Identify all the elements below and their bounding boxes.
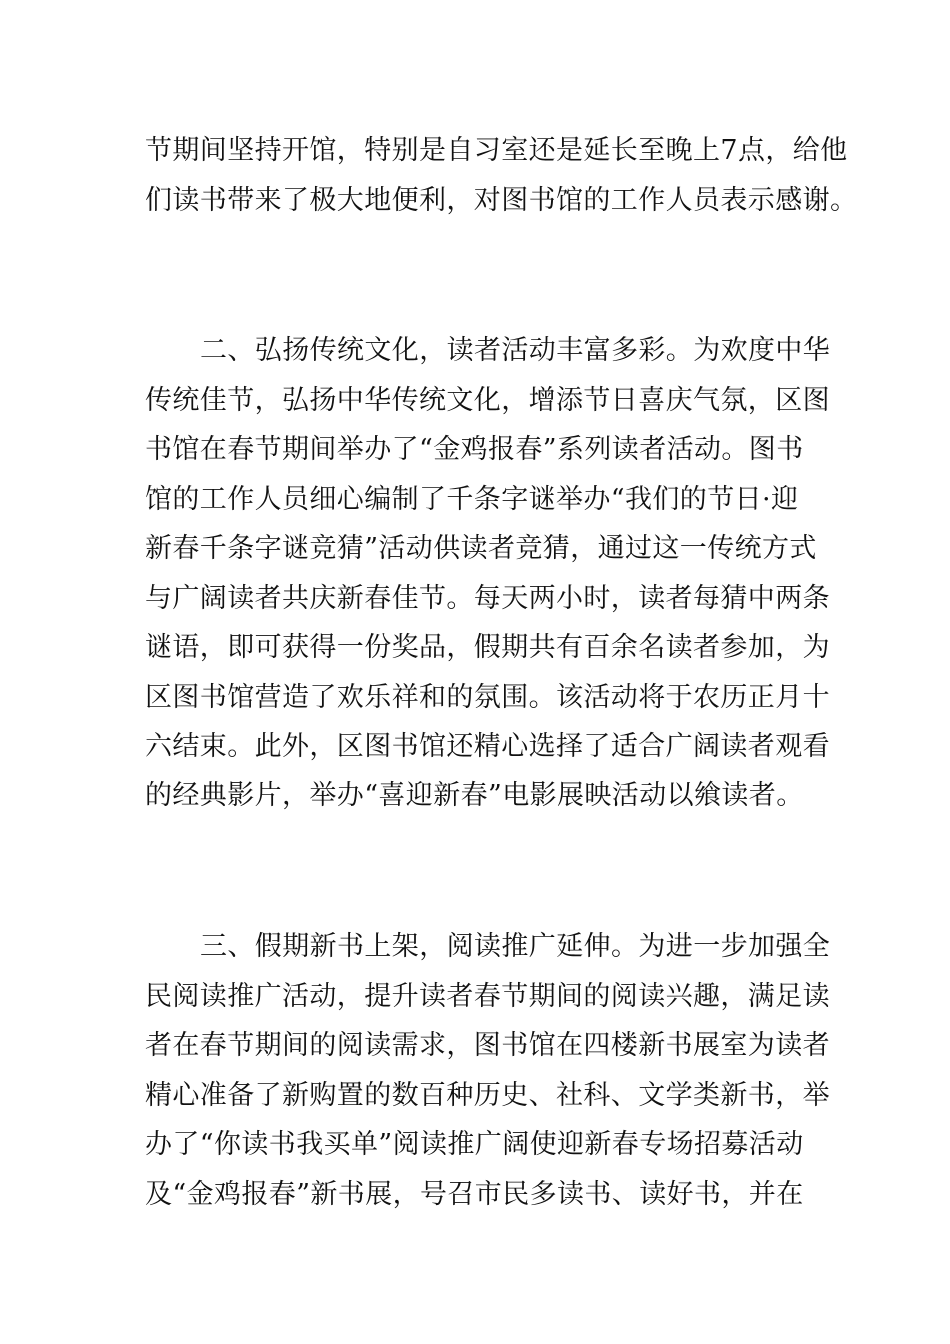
text-line: 三、假期新书上架，阅读推广延伸。为进一步加强全 xyxy=(200,931,831,962)
text-line: 者在春节期间的阅读需求，图书馆在四楼新书展室为读者 xyxy=(145,1030,830,1061)
text-line: 六结束。此外，区图书馆还精心选择了适合广阔读者观看 xyxy=(145,731,830,762)
text-line: 们读书带来了极大地便利，对图书馆的工作人员表示感谢。 xyxy=(145,185,858,216)
text-line: 精心准备了新购置的数百种历史、社科、文学类新书，举 xyxy=(145,1080,830,1111)
text-line: 谜语，即可获得一份奖品，假期共有百余名读者参加，为 xyxy=(145,632,830,663)
text-line: 传统佳节，弘扬中华传统文化，增添节日喜庆气氛，区图 xyxy=(145,385,830,416)
text-line: 与广阔读者共庆新春佳节。每天两小时，读者每猜中两条 xyxy=(145,583,830,614)
text-line: 办了“你读书我买单”阅读推广阔使迎新春专场招募活动 xyxy=(145,1129,804,1160)
text-line: 书馆在春节期间举办了“金鸡报春”系列读者活动。图书 xyxy=(145,434,804,465)
text-line: 新春千条字谜竞猜”活动供读者竞猜，通过这一传统方式 xyxy=(145,533,817,564)
text-line: 馆的工作人员细心编制了千条字谜举办“我们的节日·迎 xyxy=(145,484,799,515)
text-line: 的经典影片，举办“喜迎新春”电影展映活动以飨读者。 xyxy=(145,780,804,811)
text-line: 民阅读推广活动，提升读者春节期间的阅读兴趣，满足读 xyxy=(145,981,830,1012)
text-line: 二、弘扬传统文化，读者活动丰富多彩。为欢度中华 xyxy=(200,335,831,366)
text-line: 节期间坚持开馆，特别是自习室还是延长至晚上7点，给他 xyxy=(145,135,848,166)
text-line: 区图书馆营造了欢乐祥和的氛围。该活动将于农历正月十 xyxy=(145,682,830,713)
text-line: 及“金鸡报春”新书展，号召市民多读书、读好书，并在 xyxy=(145,1179,804,1210)
